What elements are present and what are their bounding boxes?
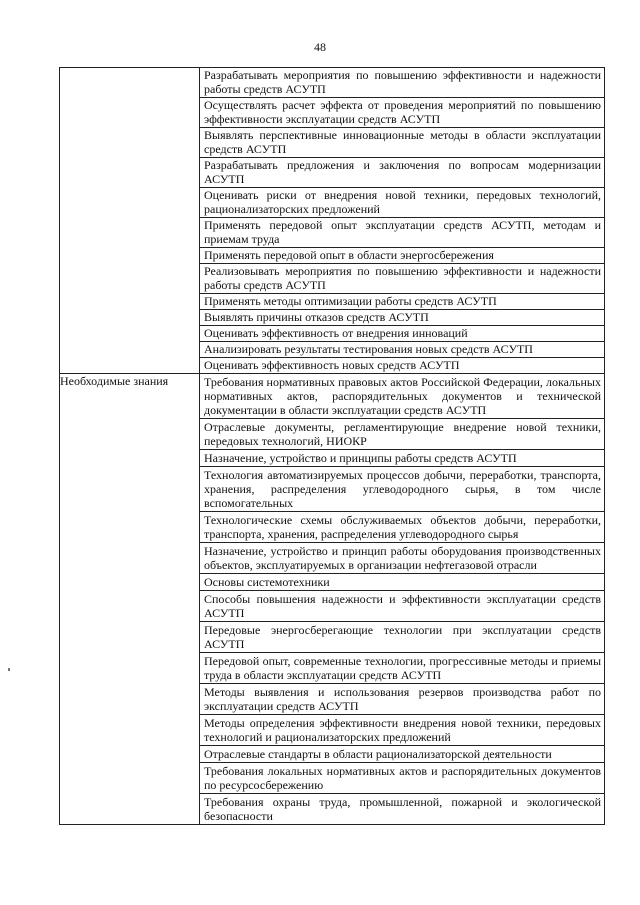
skill-item: Разрабатывать мероприятия по повышению эффективности и надежности работы средств АСУТП <box>204 68 601 96</box>
skills-items-cell <box>200 68 605 374</box>
knowledge-list <box>200 374 604 824</box>
skill-item: Оценивать риски от внедрения новой техники, передовых технологий, рационализаторских предложений <box>200 187 604 217</box>
knowledge-item: Основы системотехники <box>200 573 604 590</box>
knowledge-item: Способы повышения надежности и эффективности эксплуатации средств АСУТП <box>200 590 604 621</box>
skill-item: Выявлять причины отказов средств АСУТП <box>200 309 604 325</box>
knowledge-item: Отраслевые документы, регламентирующие внедрение новой техники, передовых технологий, НИОКР <box>200 418 604 449</box>
knowledge-item: Передовой опыт, современные технологии, прогрессивные методы и приемы труда в области эксплуатации средств АСУТП <box>200 652 604 683</box>
knowledge-item: Отраслевые стандарты в области рационализаторской деятельности <box>200 745 604 762</box>
skill-item: Реализовывать мероприятия по повышению эффективности и надежности работы средств АСУТП <box>200 263 604 293</box>
skill-item: Выявлять перспективные инновационные методы в области эксплуатации средств АСУТП <box>200 127 604 157</box>
knowledge-item: Требования охраны труда, промышленной, пожарной и экологической безопасности <box>200 793 604 824</box>
knowledge-item: Технологические схемы обслуживаемых объектов добычи, переработки, транспорта, хранения, распределения углеводородного сырья <box>200 511 604 542</box>
knowledge-item: Требования нормативных правовых актов Российской Федерации, локальных нормативных актов, распорядительных документов и технической документации в области эксплуатации средств АСУТП <box>204 375 601 417</box>
skill-item: Применять передовой опыт в области энергосбережения <box>200 247 604 263</box>
skills-row <box>60 68 605 374</box>
knowledge-row <box>60 374 605 825</box>
knowledge-items-cell <box>200 374 605 825</box>
knowledge-item: Методы выявления и использования резервов производства работ по эксплуатации средств АСУТП <box>200 683 604 714</box>
skill-item: Разрабатывать предложения и заключения по вопросам модернизации АСУТП <box>200 157 604 187</box>
knowledge-item: Технология автоматизируемых процессов добычи, переработки, транспорта, хранения, распределения углеводородного сырья, в том числе вспомогательных <box>200 466 604 511</box>
skill-item: Анализировать результаты тестирования новых средств АСУТП <box>200 341 604 357</box>
page-number: 48 <box>314 40 326 54</box>
knowledge-item: Назначение, устройство и принципы работы средств АСУТП <box>200 449 604 466</box>
skill-item: Оценивать эффективность новых средств АСУТП <box>200 357 604 373</box>
skill-item: Осуществлять расчет эффекта от проведения мероприятий по повышению эффективности эксплуатации средств АСУТП <box>200 97 604 127</box>
knowledge-item: Назначение, устройство и принцип работы оборудования производственных объектов, эксплуатируемых в организации нефтегазовой отрасли <box>200 542 604 573</box>
skills-list <box>200 68 604 373</box>
knowledge-item: Передовые энергосберегающие технологии при эксплуатации средств АСУТП <box>200 621 604 652</box>
skill-item: Применять передовой опыт эксплуатации средств АСУТП, методам и приемам труда <box>200 217 604 247</box>
knowledge-item: Методы определения эффективности внедрения новой техники, передовых технологий и рационализаторских предложений <box>200 714 604 745</box>
skills-label-cell <box>60 68 200 374</box>
skill-item: Оценивать эффективность от внедрения инноваций <box>200 325 604 341</box>
skill-item: Применять методы оптимизации работы средств АСУТП <box>200 293 604 309</box>
knowledge-item: Требования локальных нормативных актов и распорядительных документов по ресурсосбережению <box>200 762 604 793</box>
knowledge-label-cell: Необходимые знания <box>60 374 200 825</box>
scan-mark <box>8 668 10 671</box>
requirements-table <box>59 67 605 825</box>
